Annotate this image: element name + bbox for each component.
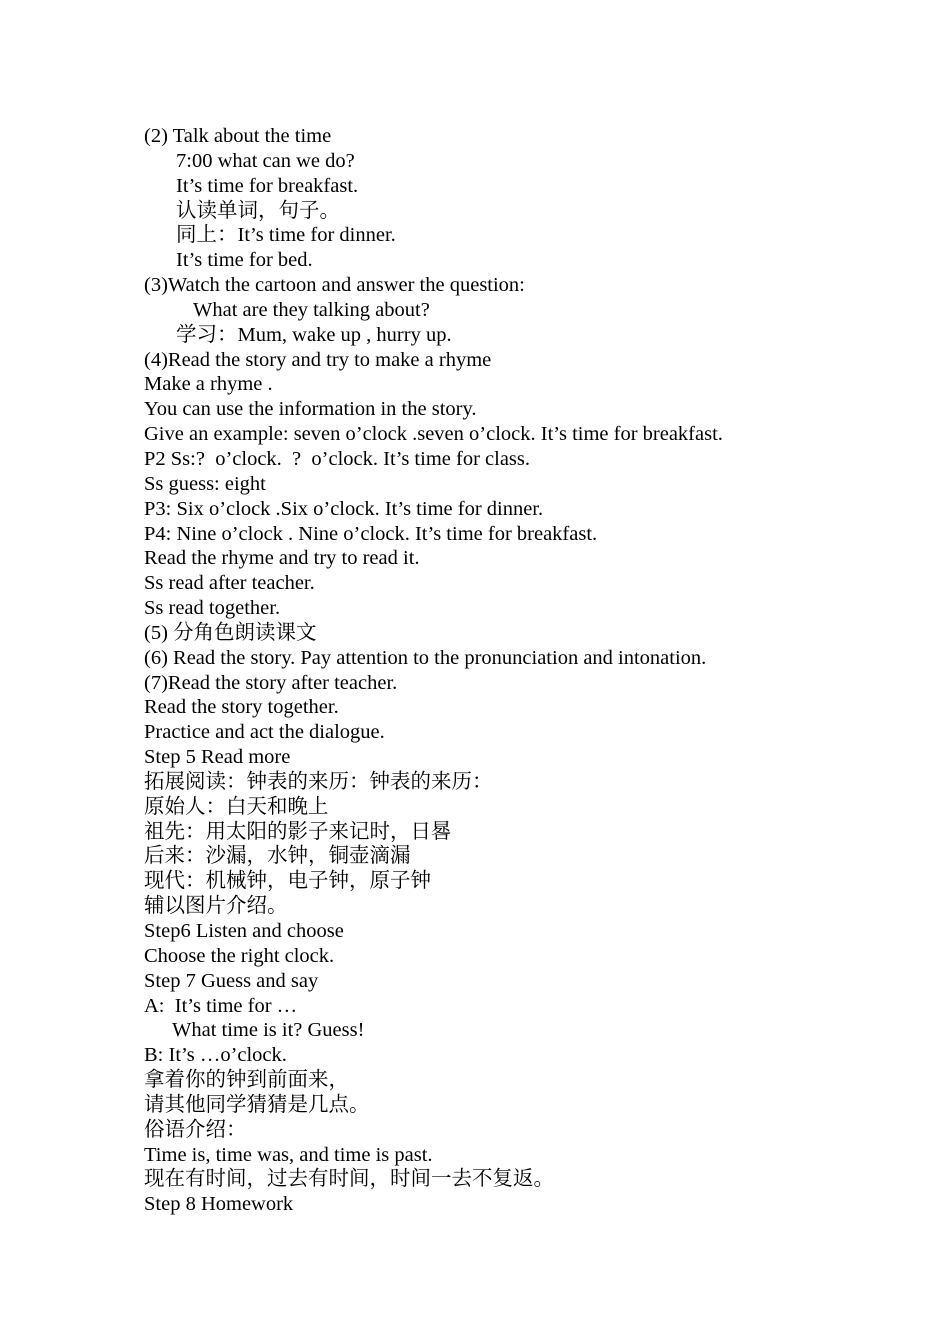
text-line: 现在有时间，过去有时间，时间一去不复返。 [144,1168,554,1191]
text-line: You can use the information in the story. [144,398,477,421]
text-line: Ss read together. [144,597,281,620]
text-line: 辅以图片介绍。 [144,895,288,918]
text-line: 后来：沙漏，水钟，铜壶滴漏 [144,845,411,868]
text-line: A: It’s time for … [144,994,298,1017]
text-line: 认读单词，句子。 [176,199,340,222]
text-line: 祖先：用太阳的影子来记时，日晷 [144,820,452,843]
text-line: 拿着你的钟到前面来， [144,1069,349,1092]
text-line: 7:00 what can we do? [176,149,355,172]
text-line: 请其他同学猜猜是几点。 [144,1093,370,1116]
text-line: (2) Talk about the time [144,125,332,147]
text-line: (6) Read the story. Pay attention to the pronunciation and intonation. [144,646,707,669]
text-line: It’s time for bed. [176,249,313,272]
text-line: (3)Watch the cartoon and answer the question: [144,274,525,297]
text-line: Choose the right clock. [144,944,335,967]
text-line: What time is it? Guess! [172,1019,365,1042]
text-line: Ss guess: eight [144,472,266,495]
text-line: Step6 Listen and choose [144,920,344,942]
text-line: 原始人：白天和晚上 [144,795,329,818]
text-line: Step 7 Guess and say [144,969,319,992]
text-line: 同上：It’s time for dinner. [176,224,396,247]
text-line: Practice and act the dialogue. [144,721,385,744]
text-line: Step 5 Read more [144,746,291,769]
text-line: Ss read after teacher. [144,572,315,595]
text-line: What are they talking about? [193,298,430,321]
text-line: 学习：Mum, wake up , hurry up. [176,323,452,346]
text-line: B: It’s …o’clock. [144,1044,287,1067]
text-line: It’s time for breakfast. [176,174,359,197]
text-line: P3: Six o’clock .Six o’clock. It’s time for dinner. [144,497,544,520]
text-line: 俗语介绍： [144,1118,247,1141]
text-line: Step 8 Homework [144,1193,294,1216]
text-line: 现代：机械钟，电子钟，原子钟 [144,870,431,893]
document-page [144,124,904,1217]
text-line: Give an example: seven o’clock .seven o’clock. It’s time for breakfast. [144,423,723,446]
text-line: P4: Nine o’clock . Nine o’clock. It’s time for breakfast. [144,522,598,545]
text-line: (5) 分角色朗读课文 [144,621,317,644]
text-line: Time is, time was, and time is past. [144,1143,433,1166]
text-line: Make a rhyme . [144,373,273,396]
text-line: 拓展阅读：钟表的来历：钟表的来历： [144,770,493,793]
text-line: Read the rhyme and try to read it. [144,547,420,570]
text-line: P2 Ss:? o’clock. ? o’clock. It’s time for class. [144,447,530,470]
text-line: (7)Read the story after teacher. [144,671,398,694]
text-line: (4)Read the story and try to make a rhyme [144,348,492,371]
text-line: Read the story together. [144,696,339,719]
